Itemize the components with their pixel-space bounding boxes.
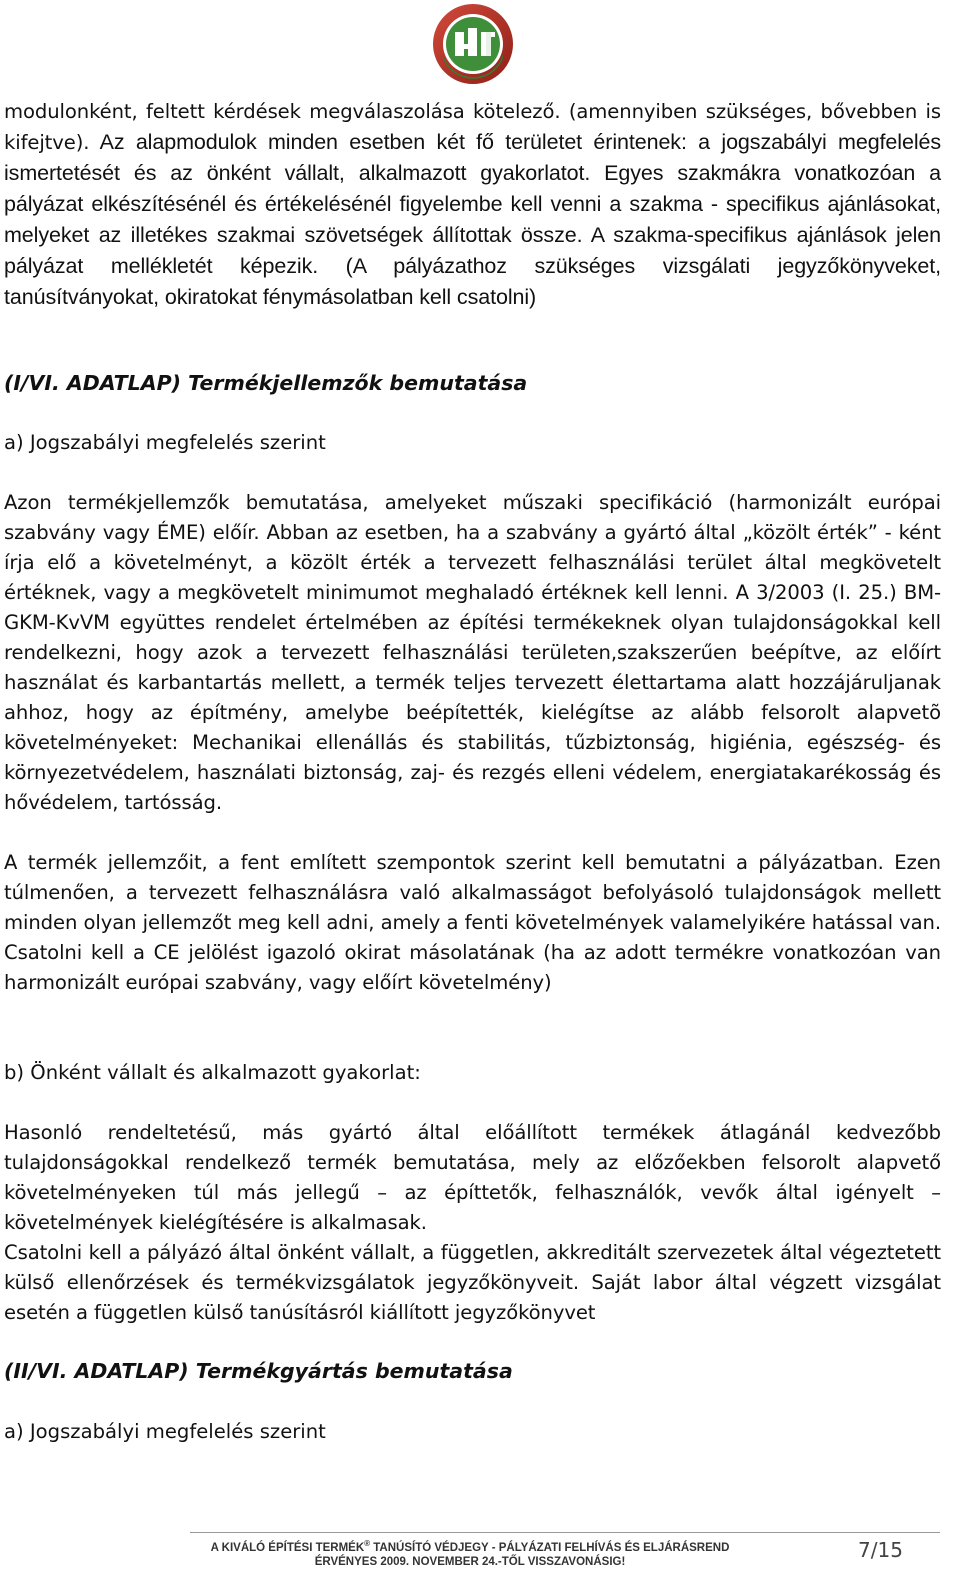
footer-line-1: A KIVÁLÓ ÉPÍTÉSI TERMÉK® TANÚSÍTÓ VÉDJEGY - PÁLYÁZATI FELHÍVÁS ÉS ELJÁRÁSREND [210, 1539, 730, 1554]
footer-text [160, 1537, 780, 1569]
section-heading-termekgyartas: (II/VI. ADATLAP) Termékgyártás bemutatása [4, 1359, 513, 1383]
page-number: 7/15 [858, 1538, 903, 1562]
csatolni-kell-paragraph: Csatolni kell a pályázó által önként vállalt, a független, akkreditált szervezetek által végeztetett külső ellenőrzések és termékvizsgálatok jegyzőkönyveit. Saját labor által végzett vizsgálat esetén a független külső tanúsításról kiállított jegyzőkönyvet [4, 1241, 941, 1324]
termek-jellemzoi-paragraph: A termék jellemzőit, a fent említett szempontok szerint kell bemutatni a pályázatban. Ezen túlmenően, a tervezett felhasználásra való alkalmasságot befolyásoló tulajdonságok mellett minden olyan jellemzőt meg kell adni, amely a fenti követelmények valamelyikére hatással van. Csatolni kell a CE jelölést igazoló okirat másolatának (ha az adott termékre vonatkozóan van harmonizált európai szabvány, vagy előírt követelmény) [4, 851, 941, 994]
subheading-jogszabalyi-megfeleles: a) Jogszabályi megfelelés szerint [4, 431, 326, 454]
section-heading-termekjellemzok: (I/VI. ADATLAP) Termékjellemzők bemutatása [4, 371, 528, 395]
intro-paragraph [4, 97, 941, 313]
intro-paragraph-part1: modulonként, feltett kérdések megválaszolása kötelező. (amennyiben szükséges, bővebben is kifejtve). [4, 100, 941, 154]
subheading-jogszabalyi-megfeleles-2: a) Jogszabályi megfelelés szerint [4, 1420, 326, 1443]
hasonlo-rendeltetesu-paragraph: Hasonló rendeltetésű, más gyártó által előállított termékek átlagánál kedvezőbb tulajdonságokkal rendelkező termék bemutatása, mely az előzőekben felsorolt alapvető követelményeken túl más jellegű – az építtetők, felhasználók, vevők által igényelt – követelmények kielégítésére is alkalmasak. [4, 1121, 941, 1234]
kivalo-epitesi-termek-logo [431, 2, 515, 86]
jogszabalyi-paragraph: Azon termékjellemzők bemutatása, amelyeket műszaki specifikáció (harmonizált európai szabvány vagy ÉME) előír. Abban az esetben, ha a szabvány a gyártó által „közölt érték” - ként írja elő a követelményt, a közölt érték a tervezett felhasználási terület által megkövetelt értéknek, vagy a megkövetelt minimumot meghaladó értéknek kell lenni. A 3/2003 (I. 25.) BM-GKM-KvVM együttes rendelet értelmében az építési termékeknek olyan tulajdonságokkal kell rendelkezni, hogy azok a tervezett felhasználási területen,szakszerűen beépítve, az előírt használat és karbantartás mellett, a termék teljes tervezett élettartama alatt hozzájáruljanak ahhoz, hogy az építmény, amelybe beépítették, kielégítse az alább felsorolt alapvetõ követelményeket: Mechanikai ellenállás és stabilitás, tűzbiztonság, higiénia, egészség- és környezetvédelem, használati biztonság, zaj- és rezgés elleni védelem, energiatakarékosság és hővédelem, tartósság. [4, 491, 941, 814]
intro-paragraph-part2: Az alapmodulok minden esetben két fő területet érintenek: a jogszabályi megfelelés ismertetését és az önként vállalt, alkalmazott gyakorlatot. Egyes szakmákra vonatkozóan a pályázat elkészítésénél és értékelésénél figyelembe kell venni a szakma - specifikus ajánlásokat, melyeket az illetékes szakmai szövetségek állítottak össze. A szakma-specifikus ajánlások jelen pályázat mellékletét képezik. (A pályázathoz szükséges vizsgálati jegyzőkönyveket, tanúsítványokat, okiratokat fénymásolatban kell csatolni) [4, 130, 941, 309]
footer-line-2: ÉRVÉNYES 2009. NOVEMBER 24.-TŐL VISSZAVONÁSIG! [314, 1555, 626, 1568]
footer-divider [190, 1532, 940, 1533]
subheading-onkent-vallalt: b) Önként vállalt és alkalmazott gyakorlat: [4, 1061, 421, 1084]
